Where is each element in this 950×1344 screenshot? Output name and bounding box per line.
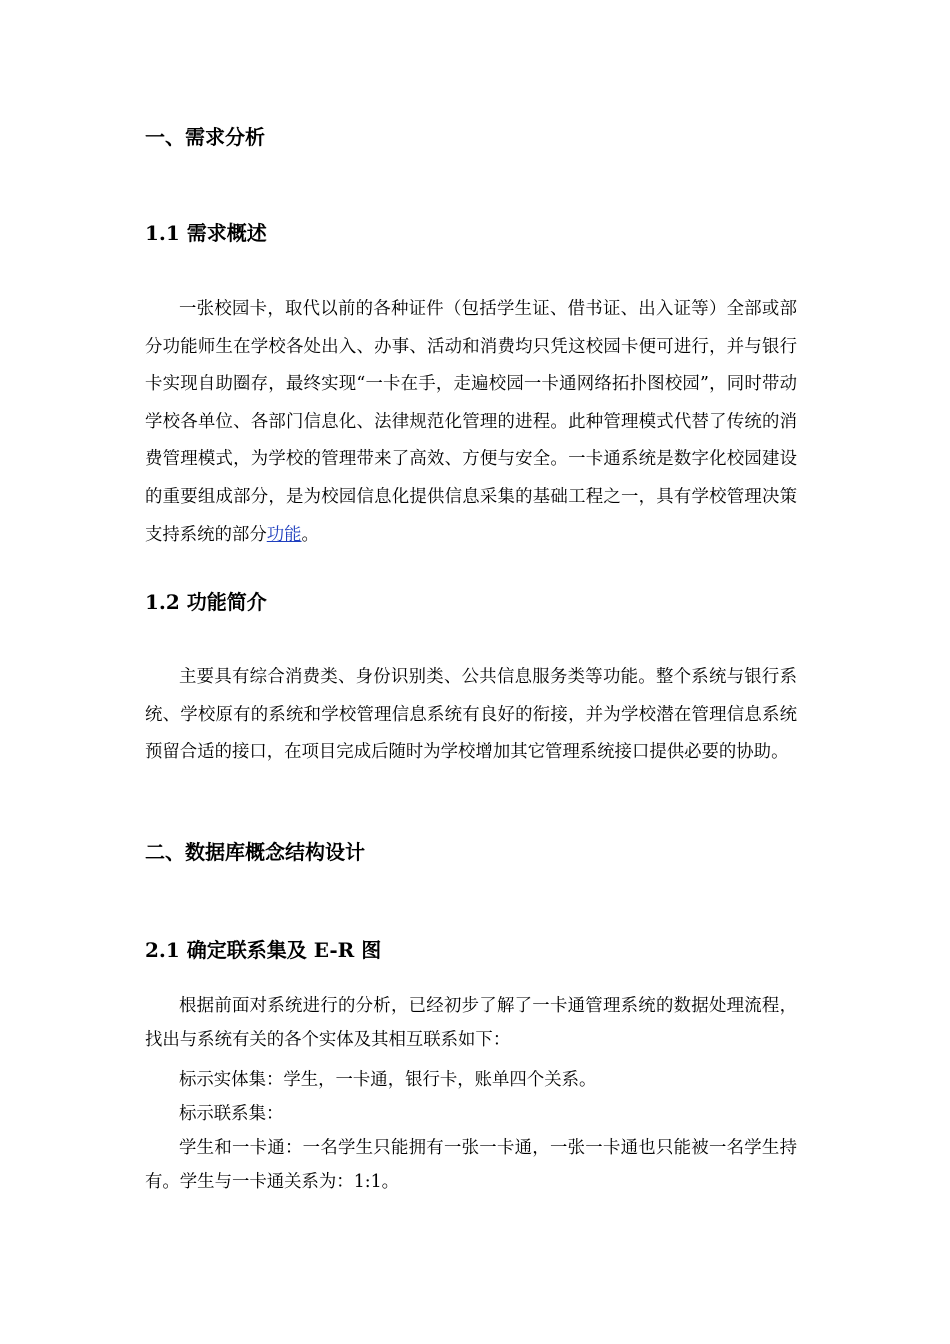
heading-database-design: 二、数据库概念结构设计 (145, 840, 365, 864)
heading-function-intro: 1.2 功能简介 (145, 590, 267, 614)
paragraph-student-card: 学生和一卡通：一名学生只能拥有一张一卡通，一张一卡通也只能被一名学生持有。学生与一卡通关系为：1:1。 (145, 1138, 797, 1192)
heading-er-diagram: 2.1 确定联系集及 E-R 图 (145, 938, 382, 962)
paragraph-functions: 主要具有综合消费类、身份识别类、公共信息服务类等功能。整个系统与银行系统、学校原有的系统和学校管理信息系统有良好的衔接，并为学校潜在管理信息系统预留合适的接口，在项目完成后随时为学校增加其它管理系统接口提供必要的协助。 (145, 667, 797, 763)
entity-sets-line: 标示实体集：学生，一卡通，银行卡，账单四个关系。 (179, 1070, 597, 1090)
overview-text: 一张校园卡，取代以前的各种证件（包括学生证、借书证、出入证等）全部或部分功能师生在学校各处出入、办事、活动和消费均只凭这校园卡便可进行，并与银行卡实现自助圈存，最终实现“一卡在手，走遍校园一卡通网络拓扑图校园”，同时带动学校各单位、各部门信息化、法律规范化管理的进程。此种管理模式代替了传统的消费管理模式，为学校的管理带来了高效、方便与安全。一卡通系统是数字化校园建设的重要组成部分，是为校园信息化提供信息采集的基础工程之一，具有学校管理决策支持系统的部分 (145, 299, 797, 545)
paragraph-er-intro: 根据前面对系统进行的分析，已经初步了解了一卡通管理系统的数据处理流程，找出与系统有关的各个实体及其相互联系如下： (145, 996, 797, 1050)
relation-sets-line: 标示联系集： (179, 1104, 284, 1124)
overview-end: 。 (301, 524, 319, 545)
function-link[interactable]: 功能 (266, 524, 302, 545)
heading-requirements-analysis: 一、需求分析 (145, 125, 265, 149)
paragraph-overview (145, 291, 797, 554)
heading-requirements-overview: 1.1 需求概述 (145, 221, 267, 245)
